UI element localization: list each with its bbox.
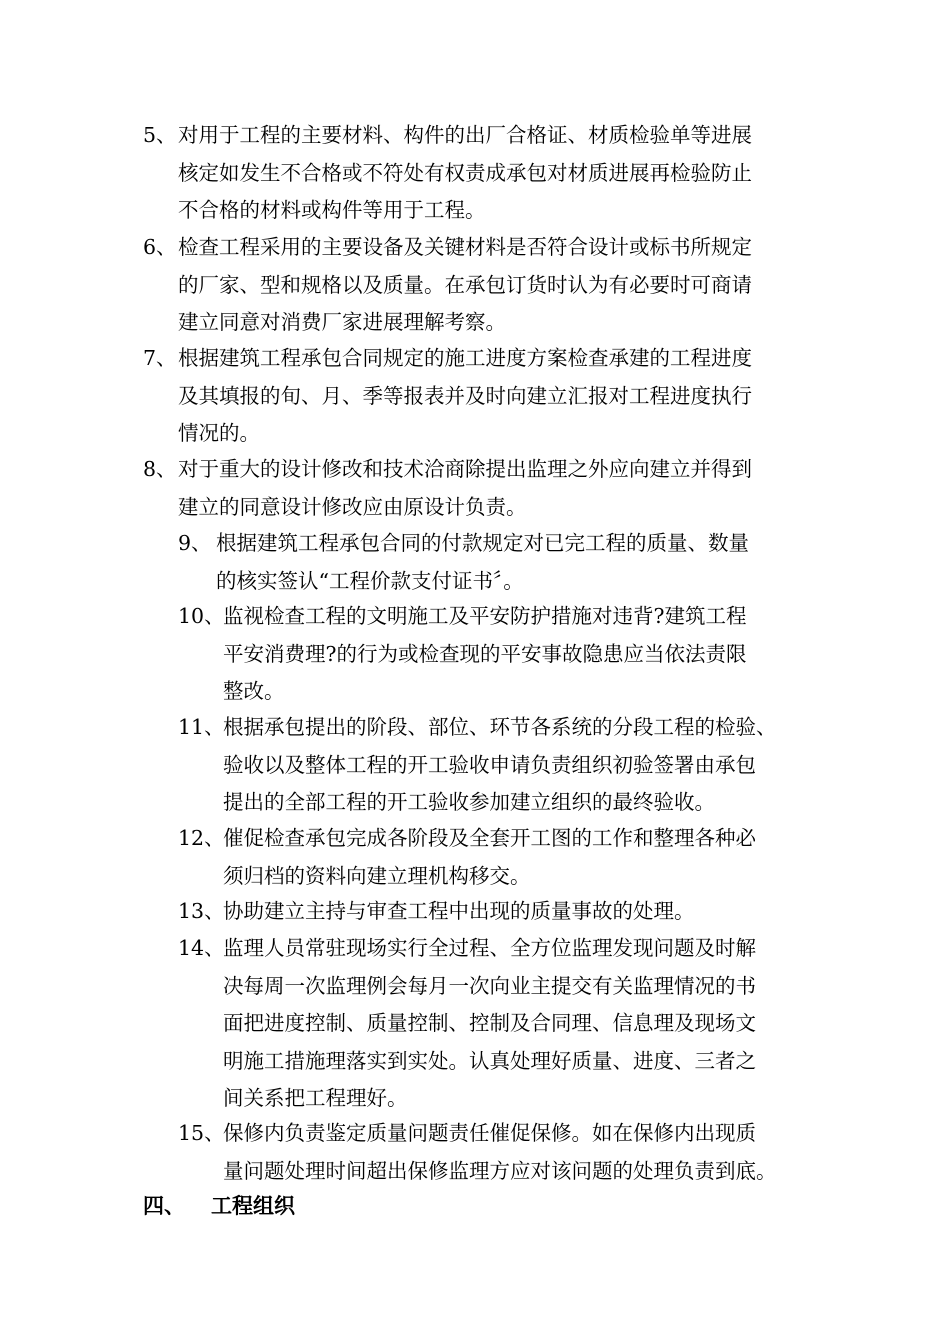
item-text-line: 根据建筑工程承包合同规定的施工进度方案检查承建的工程进度 bbox=[178, 346, 752, 370]
item-text-line: 核定如发生不合格或不符处有权责成承包对材质进展再检验防止 bbox=[178, 160, 752, 185]
item-text-line: 催促检查承包完成各阶段及全套开工图的工作和整理各种必 bbox=[223, 826, 756, 850]
item-text-line: 间关系把工程理好。 bbox=[223, 1086, 408, 1110]
section-title: 工程组织 bbox=[211, 1194, 295, 1218]
section-number: 四、 bbox=[143, 1194, 185, 1218]
list-item-6 bbox=[143, 229, 752, 342]
item-text-line: 面把进度控制、质量控制、控制及合同理、信息理及现场文 bbox=[223, 1011, 756, 1035]
item-text-line: 的核实签认“工程价款支付证书〞。 bbox=[216, 568, 524, 593]
item-text-line: 明施工措施理落实到实处。认真处理好质量、进度、三者之 bbox=[223, 1048, 756, 1073]
item-number: 12、 bbox=[178, 826, 225, 850]
item-text-line: 平安消费理?的行为或检查现的平安事故隐患应当依法责限 bbox=[223, 641, 747, 666]
item-text-line: 对于重大的设计修改和技术洽商除提出监理之外应向建立并得到 bbox=[178, 457, 752, 481]
item-text-line: 监理人员常驻现场实行全过程、全方位监理发现问题及时解 bbox=[223, 936, 756, 960]
item-text-line: 决每周一次监理例会每月一次向业主提交有关监理情况的书 bbox=[223, 973, 756, 998]
item-text-line: 及其填报的旬、月、季等报表并及时向建立汇报对工程进度执行 bbox=[178, 383, 752, 408]
item-text-line: 整改。 bbox=[223, 679, 285, 703]
item-number: 9、 bbox=[178, 531, 212, 555]
list-item-5 bbox=[143, 117, 752, 230]
item-number: 10、 bbox=[178, 604, 225, 628]
item-text-line: 验收以及整体工程的开工验收申请负责组织初验签署由承包 bbox=[223, 752, 756, 777]
list-item-8 bbox=[143, 451, 752, 526]
item-number: 5、 bbox=[143, 123, 177, 147]
item-number: 13、 bbox=[178, 899, 225, 923]
item-text-line: 对用于工程的主要材料、构件的出厂合格证、材质检验单等进展 bbox=[178, 123, 752, 147]
list-item-11 bbox=[178, 709, 777, 822]
item-number: 8、 bbox=[143, 457, 177, 481]
list-item-15 bbox=[178, 1115, 777, 1190]
item-number: 15、 bbox=[178, 1121, 225, 1145]
item-text-line: 情况的。 bbox=[178, 421, 260, 445]
item-text-line: 建立同意对消费厂家进展理解考察。 bbox=[178, 310, 506, 334]
item-text-line: 建立的同意设计修改应由原设计负责。 bbox=[178, 494, 527, 519]
list-item-12 bbox=[178, 820, 756, 895]
item-text-line: 监视检查工程的文明施工及平安防护措施对违背?建筑工程 bbox=[223, 604, 747, 628]
list-item-7 bbox=[143, 340, 752, 453]
item-text-line: 须归档的资料向建立理机构移交。 bbox=[223, 863, 531, 888]
item-text-line: 保修内负责鉴定质量问题责任催促保修。如在保修内出现质 bbox=[223, 1121, 756, 1145]
item-text-line: 提出的全部工程的开工验收参加建立组织的最终验收。 bbox=[223, 790, 715, 814]
list-item-14 bbox=[178, 930, 756, 1118]
item-text-line: 协助建立主持与审查工程中出现的质量事故的处理。 bbox=[223, 899, 695, 923]
item-number: 7、 bbox=[143, 346, 177, 370]
list-item-9 bbox=[178, 525, 749, 600]
item-number: 14、 bbox=[178, 936, 225, 960]
item-number: 6、 bbox=[143, 235, 177, 259]
item-text-line: 的厂家、型和规格以及质量。在承包订货时认为有必要时可商请 bbox=[178, 272, 752, 297]
list-item-13 bbox=[178, 893, 695, 931]
item-text-line: 不合格的材料或构件等用于工程。 bbox=[178, 198, 486, 222]
list-item-10 bbox=[178, 598, 747, 711]
item-text-line: 检查工程采用的主要设备及关键材料是否符合设计或标书所规定 bbox=[178, 235, 752, 259]
item-text-line: 量问题处理时间超出保修监理方应对该问题的处理负责到底。 bbox=[223, 1158, 777, 1183]
section-heading bbox=[143, 1188, 295, 1225]
item-text-line: 根据建筑工程承包合同的付款规定对已完工程的质量、数量 bbox=[216, 531, 749, 555]
item-text-line: 根据承包提出的阶段、部位、环节各系统的分段工程的检验、 bbox=[223, 715, 777, 739]
item-number: 11、 bbox=[178, 715, 225, 739]
